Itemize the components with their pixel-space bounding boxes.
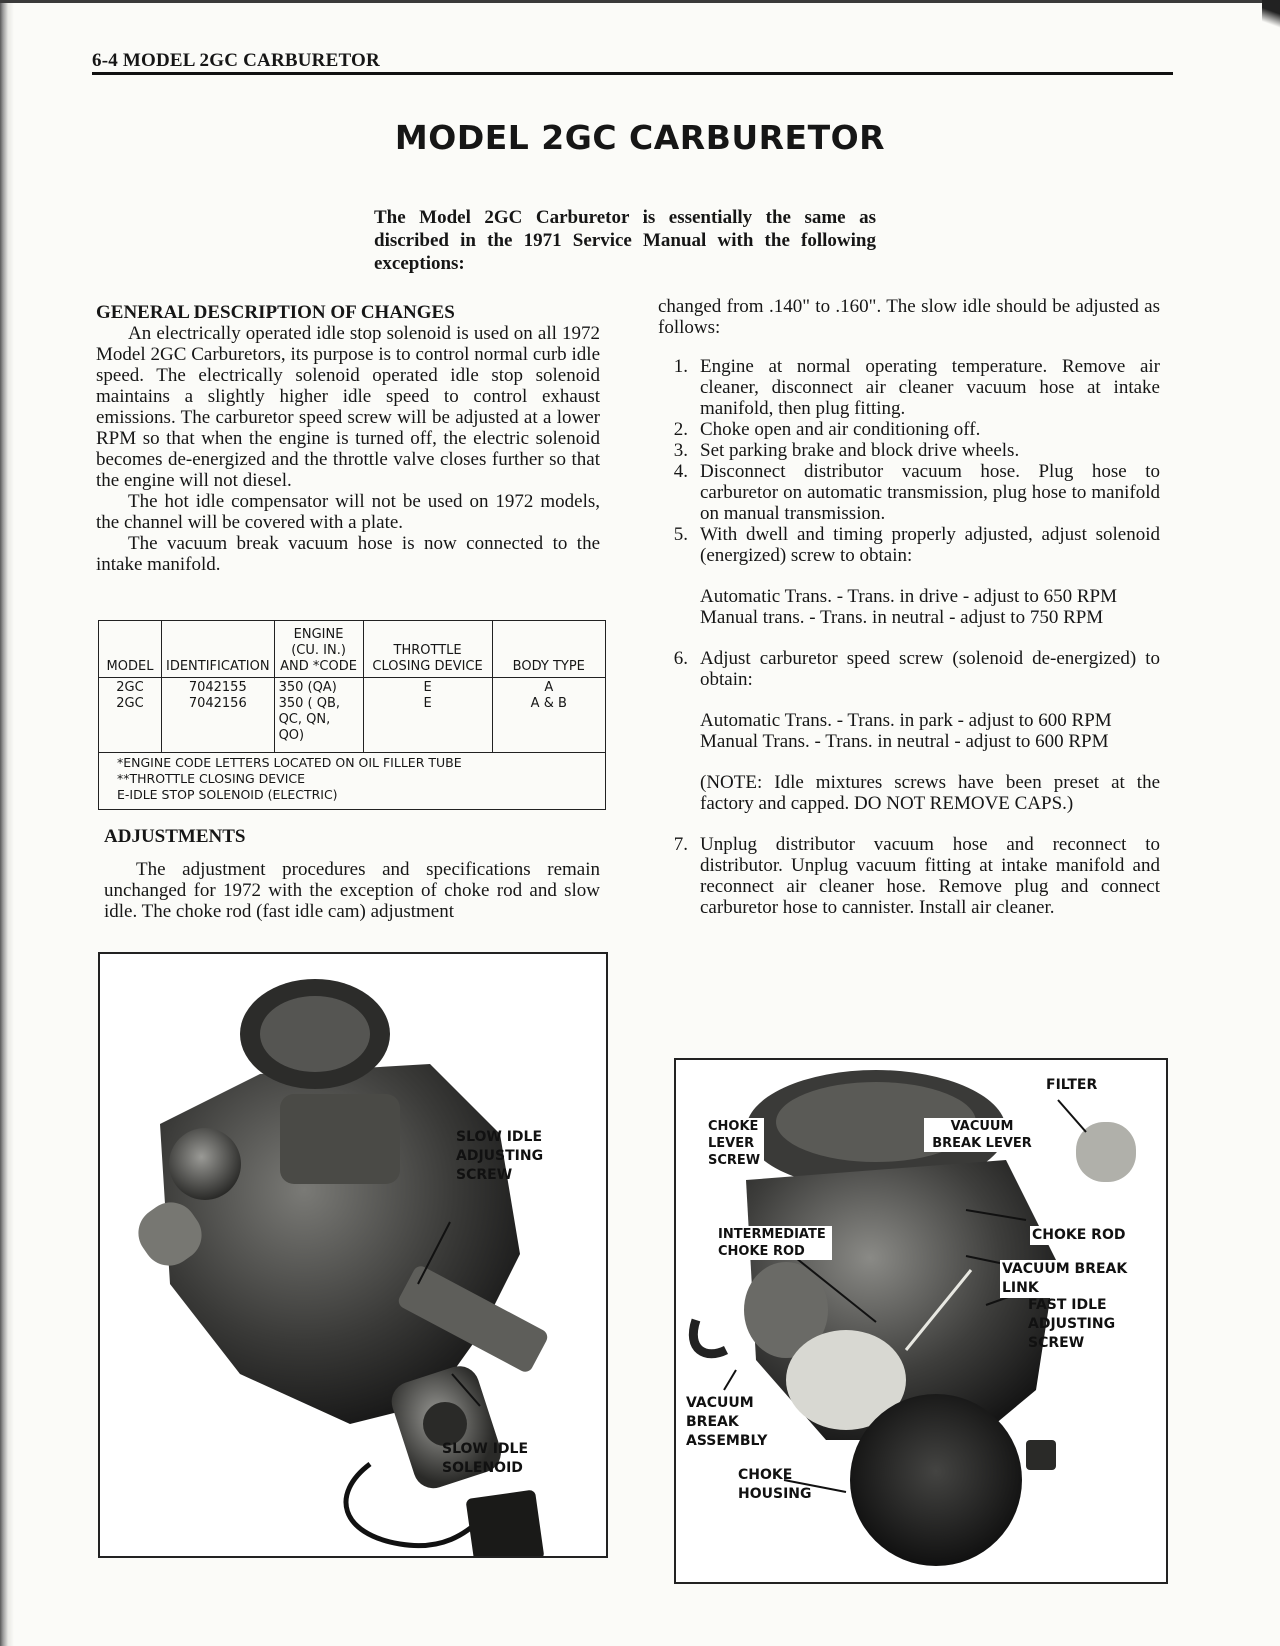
cell-value: 7042155: [188, 680, 247, 696]
running-head: 6-4 MODEL 2GC CARBURETOR: [92, 50, 380, 71]
step-item: [658, 834, 1160, 918]
adjustment-steps: [658, 834, 1160, 918]
cell-value: 2GC: [116, 696, 144, 712]
table-footnote: *ENGINE CODE LETTERS LOCATED ON OIL FILLER TUBE: [117, 754, 462, 770]
table-cell: [492, 678, 605, 753]
header-rule: [92, 72, 1173, 75]
general-paragraph: The vacuum break vacuum hose is now connected to the intake manifold.: [96, 533, 600, 575]
table-cell: [274, 678, 363, 753]
table-cell: [99, 678, 162, 753]
table-cell: [363, 678, 492, 753]
column-header: BODY TYPE: [492, 621, 605, 678]
general-description-section: [96, 302, 600, 575]
cell-value: 350 ( QB, QC, QN, QO): [278, 696, 340, 744]
step-item: [658, 440, 1160, 461]
callout-choke-rod: CHOKE ROD: [1032, 1227, 1126, 1243]
intro-paragraph: The Model 2GC Carburetor is essentially the same as discribed in the 1971 Service Manual with the following exceptions:: [374, 207, 876, 274]
step-text: With dwell and timing properly adjusted, adjust solenoid (energized) screw to obtain:: [700, 524, 1160, 566]
step-number: 5.: [673, 524, 688, 545]
callout-intermediate-choke-rod: INTERMEDIATE CHOKE ROD: [716, 1226, 832, 1260]
step-item: [658, 356, 1160, 419]
table-cell: [162, 678, 275, 753]
callout-filter: FILTER: [1046, 1077, 1098, 1093]
adjustment-steps: [658, 356, 1160, 566]
leader-line: [724, 1370, 736, 1390]
step-item: [658, 524, 1160, 566]
table-notes-row: [99, 752, 606, 809]
callout-slow-idle-solenoid: SLOW IDLE SOLENOID: [442, 1441, 529, 1476]
adjustments-paragraph: The adjustment procedures and specifications remain unchanged for 1972 with the exception of choke rod and slow idle. The choke rod (fast idle cam) adjustment: [104, 859, 600, 922]
adjustments-section: [104, 826, 600, 922]
column-header: ENGINE (CU. IN.) AND *CODE: [274, 621, 363, 678]
slow-idle-procedure: [658, 296, 1160, 918]
page-binding-edge: [0, 0, 14, 1646]
rpm-spec: Manual Trans. - Trans. in neutral - adjust to 600 RPM: [700, 731, 1109, 752]
cell-value: A & B: [530, 696, 567, 712]
cell-value: 2GC: [116, 680, 144, 696]
cell-value: A: [544, 680, 554, 696]
general-paragraph: An electrically operated idle stop solenoid is used on all 1972 Model 2GC Carburetors, its purpose is to control normal curb idle speed. The electrically solenoid operated idle stop solenoid maintains a slightly higher idle speed to control exhaust emissions. The carburetor speed screw will be adjusted at a lower RPM so that when the engine is turned off, the electric solenoid becomes de-energized and the throttle valve closes further so that the engine will not diesel.: [96, 323, 600, 491]
carburetor-code-table: [98, 620, 606, 810]
callout-vacuum-break-lever: VACUUM BREAK LEVER: [924, 1118, 1040, 1152]
step-number: 6.: [673, 648, 688, 669]
cell-value: E: [423, 680, 432, 696]
step-item: [658, 419, 1160, 440]
step-number: 1.: [673, 356, 688, 377]
callout-choke-housing: CHOKE HOUSING: [738, 1467, 812, 1502]
leader-line: [1058, 1100, 1086, 1132]
carburetor-photo-left: [98, 952, 608, 1558]
rpm-spec: Automatic Trans. - Trans. in park - adjust to 600 RPM: [700, 710, 1112, 731]
page-title: MODEL 2GC CARBURETOR: [394, 118, 886, 157]
page-top-edge: [0, 0, 1280, 3]
column-header: MODEL: [99, 621, 162, 678]
step-text: Set parking brake and block drive wheels.: [700, 440, 1020, 461]
rpm-spec: Manual trans. - Trans. in neutral - adjust to 750 RPM: [700, 607, 1104, 628]
step-number: 2.: [673, 419, 688, 440]
column-header: THROTTLE CLOSING DEVICE: [363, 621, 492, 678]
callout-vacuum-break-link: VACUUM BREAK LINK: [1000, 1260, 1166, 1298]
callout-choke-lever-screw: CHOKE LEVER SCREW: [706, 1118, 764, 1169]
table-footnote: E-IDLE STOP SOLENOID (ELECTRIC): [117, 786, 338, 802]
step-text: Adjust carburetor speed screw (solenoid de-energized) to obtain:: [700, 648, 1160, 690]
step-number: 3.: [673, 440, 688, 461]
step-number: 4.: [673, 461, 688, 482]
table-header-row: [99, 621, 606, 678]
step-number: 7.: [673, 834, 688, 855]
idle-mixture-note: (NOTE: Idle mixtures screws have been preset at the factory and capped. DO NOT REMOVE CAPS.): [700, 772, 1160, 814]
step-text: Disconnect distributor vacuum hose. Plug hose to carburetor on automatic transmission, plug hose to manifold on manual transmission.: [700, 461, 1160, 524]
cell-value: 7042156: [188, 696, 247, 712]
adjustment-steps: [658, 648, 1160, 690]
page-corner-shadow: [1262, 0, 1280, 40]
table-row: [99, 678, 606, 753]
general-heading: GENERAL DESCRIPTION OF CHANGES: [96, 302, 455, 323]
callout-slow-idle-adjusting-screw: SLOW IDLE ADJUSTING SCREW: [456, 1129, 544, 1183]
callout-fast-idle-adjusting-screw: FAST IDLE ADJUSTING SCREW: [1028, 1297, 1116, 1351]
general-paragraph: The hot idle compensator will not be used on 1972 models, the channel will be covered with a plate.: [96, 491, 600, 533]
continuation-paragraph: changed from .140" to .160". The slow idle should be adjusted as follows:: [658, 296, 1160, 338]
cell-value: E: [423, 696, 432, 712]
rpm-spec: Automatic Trans. - Trans. in drive - adjust to 650 RPM: [700, 586, 1117, 607]
step-text: Engine at normal operating temperature. Remove air cleaner, disconnect air cleaner vacuum hose at intake manifold, then plug fitting.: [700, 356, 1160, 419]
step-text: Choke open and air conditioning off.: [700, 419, 981, 440]
step-text: Unplug distributor vacuum hose and reconnect to distributor. Unplug vacuum fitting at intake manifold and reconnect air cleaner hose. Remove plug and connect carburetor hose to cannister. Install air cleaner.: [700, 834, 1160, 918]
step-item: [658, 461, 1160, 524]
step-item: [658, 648, 1160, 690]
cell-value: 350 (QA): [278, 680, 337, 696]
column-header: IDENTIFICATION: [162, 621, 275, 678]
table-notes: [99, 752, 606, 809]
table-footnote: **THROTTLE CLOSING DEVICE: [117, 770, 306, 786]
carburetor-photo-right: [674, 1058, 1168, 1584]
adjustments-heading: ADJUSTMENTS: [104, 826, 246, 847]
callout-vacuum-break-assembly: VACUUM BREAK ASSEMBLY: [686, 1395, 768, 1449]
